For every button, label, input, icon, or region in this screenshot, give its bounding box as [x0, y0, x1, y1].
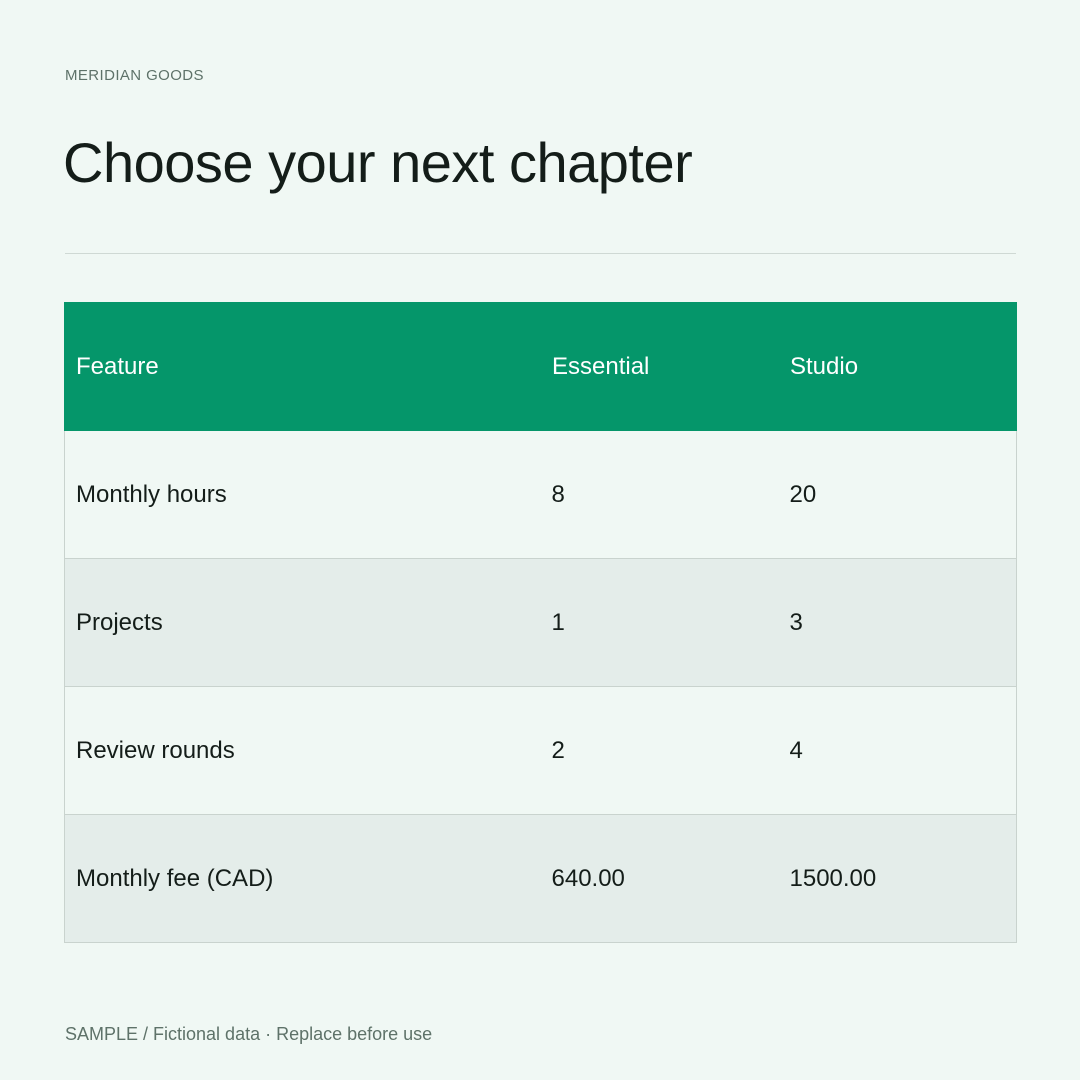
comparison-table: [64, 302, 1017, 943]
table-row: [65, 815, 1017, 943]
header-feature: Feature: [65, 303, 541, 431]
page-title: Choose your next chapter: [63, 131, 693, 194]
feature-cell: Projects: [65, 559, 541, 687]
table-row: [65, 559, 1017, 687]
title-divider: [65, 253, 1016, 254]
feature-cell: Review rounds: [65, 687, 541, 815]
studio-cell: 4: [779, 687, 1017, 815]
studio-cell: 1500.00: [779, 815, 1017, 943]
header-row: [65, 303, 1017, 431]
studio-cell: 20: [779, 431, 1017, 559]
table-body: [65, 431, 1017, 943]
table-header: [65, 303, 1017, 431]
studio-cell: 3: [779, 559, 1017, 687]
essential-cell: 8: [541, 431, 779, 559]
footer-note: SAMPLE / Fictional data · Replace before use: [65, 1024, 433, 1044]
feature-cell: Monthly hours: [65, 431, 541, 559]
table-row: [65, 431, 1017, 559]
essential-cell: 1: [541, 559, 779, 687]
header-studio: Studio: [779, 303, 1017, 431]
table-row: [65, 687, 1017, 815]
essential-cell: 2: [541, 687, 779, 815]
feature-cell: Monthly fee (CAD): [65, 815, 541, 943]
header-essential: Essential: [541, 303, 779, 431]
essential-cell: 640.00: [541, 815, 779, 943]
brand-name: MERIDIAN GOODS: [65, 67, 204, 84]
